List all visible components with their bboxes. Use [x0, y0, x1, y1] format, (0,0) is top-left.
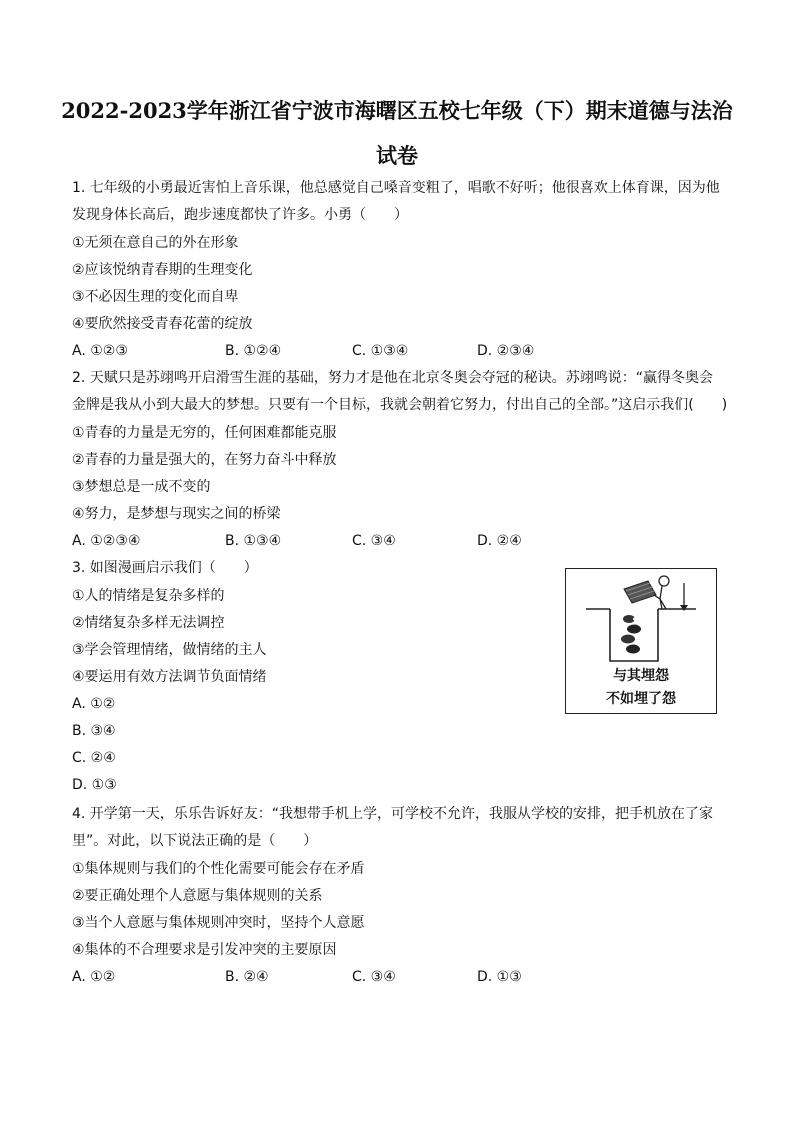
cartoon-caption-1: 与其埋怨 — [613, 668, 669, 684]
q4-item-1: ①集体规则与我们的个性化需要可能会存在矛盾 — [72, 861, 365, 877]
q3-option-a[interactable]: A. ①② — [72, 696, 116, 712]
q2-option-d[interactable]: D. ②④ — [477, 533, 522, 549]
q3-option-b[interactable]: B. ③④ — [72, 723, 116, 739]
q3-stem-line1: 3. 如图漫画启示我们（ ） — [72, 560, 258, 576]
q4-item-2: ②要正确处理个人意愿与集体规则的关系 — [72, 888, 323, 904]
q1-item-1: ①无须在意自己的外在形象 — [72, 235, 239, 251]
q1-option-d[interactable]: D. ②③④ — [477, 343, 535, 359]
q3-item-4: ④要运用有效方法调节负面情绪 — [72, 669, 267, 685]
exam-title-line2: 试卷 — [376, 143, 418, 168]
q4-stem-line1: 4. 开学第一天，乐乐告诉好友：“我想带手机上学，可学校不允许，我服从学校的安排，把手机放在了家 — [72, 806, 714, 822]
q2-option-c[interactable]: C. ③④ — [352, 533, 396, 549]
q2-item-4: ④努力，是梦想与现实之间的桥梁 — [72, 506, 281, 522]
q3-item-2: ②情绪复杂多样无法调控 — [72, 615, 225, 631]
q1-option-b[interactable]: B. ①②④ — [225, 343, 282, 359]
exam-title-line1: 2022-2023学年浙江省宁波市海曙区五校七年级（下）期末道德与法治 — [61, 98, 733, 123]
q3-option-c[interactable]: C. ②④ — [72, 750, 116, 766]
q1-stem-line1: 1. 七年级的小勇最近害怕上音乐课，他总感觉自己嗓音变粗了，唱歌不好听；他很喜欢上体育课，因为他 — [72, 180, 720, 196]
q2-option-a[interactable]: A. ①②③④ — [72, 533, 141, 549]
cartoon-caption-2: 不如埋了怨 — [606, 691, 676, 707]
q4-option-c[interactable]: C. ③④ — [352, 969, 396, 985]
q1-stem-line2: 发现身体长高后，跑步速度都快了许多。小勇（ ） — [72, 207, 408, 223]
q1-option-c[interactable]: C. ①③④ — [352, 343, 409, 359]
q4-option-a[interactable]: A. ①② — [72, 969, 116, 985]
q4-option-b[interactable]: B. ②④ — [225, 969, 269, 985]
q1-option-a[interactable]: A. ①②③ — [72, 343, 128, 359]
cartoon-figure — [565, 568, 717, 714]
q1-item-3: ③不必因生理的变化而自卑 — [72, 289, 239, 305]
q4-option-d[interactable]: D. ①③ — [477, 969, 522, 985]
q2-item-3: ③梦想总是一成不变的 — [72, 479, 211, 495]
q4-stem-line2: 里”。对此，以下说法正确的是（ ） — [72, 833, 318, 849]
q3-item-3: ③学会管理情绪，做情绪的主人 — [72, 642, 267, 658]
q2-item-2: ②青春的力量是强大的，在努力奋斗中释放 — [72, 452, 337, 468]
q3-item-1: ①人的情绪是复杂多样的 — [72, 588, 225, 604]
q2-stem-line1: 2. 天赋只是苏翊鸣开启滑雪生涯的基础，努力才是他在北京冬奥会夺冠的秘诀。苏翊鸣说：“赢得冬奥会 — [72, 370, 714, 386]
q2-item-1: ①青春的力量是无穷的，任何困难都能克服 — [72, 425, 337, 441]
q3-option-d[interactable]: D. ①③ — [72, 777, 117, 793]
q1-item-2: ②应该悦纳青春期的生理变化 — [72, 262, 253, 278]
q2-option-b[interactable]: B. ①③④ — [225, 533, 282, 549]
q1-item-4: ④要欣然接受青春花蕾的绽放 — [72, 316, 253, 332]
q2-stem-line2: 金牌是我从小到大最大的梦想。只要有一个目标，我就会朝着它努力，付出自己的全部。”这启示我们( ) — [72, 397, 728, 413]
q4-item-3: ③当个人意愿与集体规则冲突时，坚持个人意愿 — [72, 915, 365, 931]
q4-item-4: ④集体的不合理要求是引发冲突的主要原因 — [72, 942, 337, 958]
